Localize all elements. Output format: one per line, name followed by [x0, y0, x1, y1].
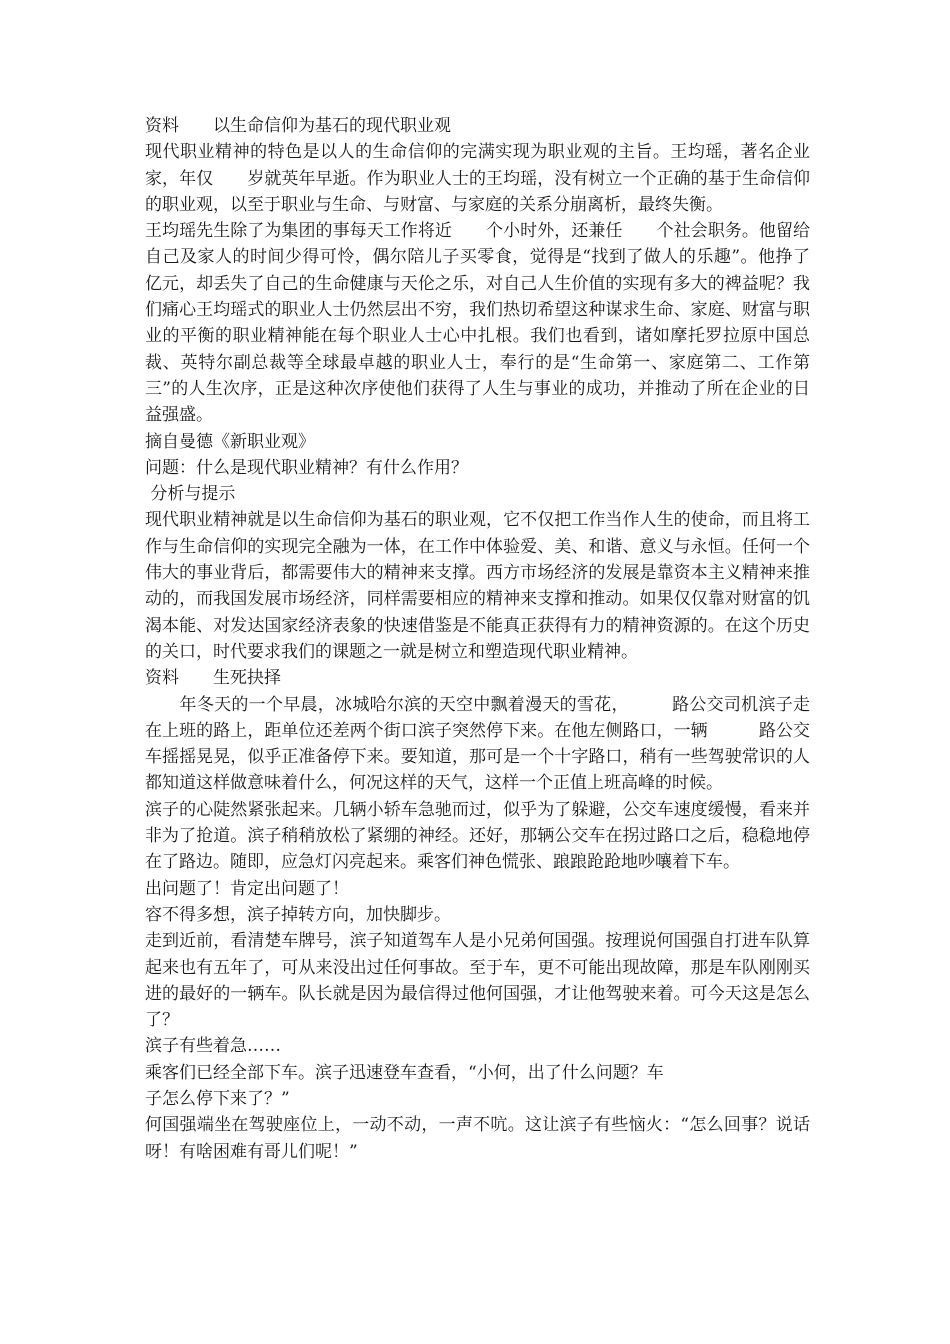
question-text: 问题：什么是现代职业精神？有什么作用？ [145, 457, 468, 478]
section2-paragraph-6: 滨子有些着急…… [145, 1036, 281, 1057]
section2-paragraph-4: 容不得多想，滨子掉转方向，加快脚步。 [145, 904, 451, 925]
section2-paragraph-1: 年冬天的一个早晨，冰城哈尔滨的天空中飘着漫天的雪花， 路公交司机滨子走在上班的路上，距单位还差两个街口滨子突然停下来。在他左侧路口，一辆 路公交车摇摇晃晃，似乎正准备停下来。要知道，那可是一个十字路口，稍有一些驾驶常识的人都知道这样做意味着什么，何况这样的天气，这样一个正值上班高峰的时候。 [145, 694, 810, 794]
document-body [145, 113, 844, 1165]
source-citation: 摘自曼德《新职业观》 [145, 431, 315, 452]
section2-paragraph-7: 乘客们已经全部下车。滨子迅速登车查看，“小何，出了什么问题？车 子怎么停下来了？” [145, 1062, 664, 1109]
analysis-heading: 分析与提示 [145, 484, 236, 505]
section2-paragraph-3: 出问题了！肯定出问题了！ [145, 878, 349, 899]
section1-paragraph-2: 王均瑶先生除了为集团的事每天工作将近 个小时外，还兼任 个社会职务。他留给自己及家人的时间少得可怜，偶尔陪儿子买零食，觉得是“找到了做人的乐趣”。他挣了 亿元，却丢失了自己的生命健康与天伦之乐，对自己人生价值的实现有多大的裨益呢？我们痛心王均瑶式的职业人士仍然层出不穷，我们热切希望这种谋求生命、家庭、财富与职业的平衡的职业精神能在每个职业人士心中扎根。我们也看到，诸如摩托罗拉原中国总裁、英特尔副总裁等全球最卓越的职业人士，奉行的是“生命第一、家庭第二、工作第三”的人生次序，正是这种次序使他们获得了人生与事业的成功，并推动了所在企业的日益强盛。 [145, 221, 844, 426]
section1-paragraph-1: 现代职业精神的特色是以人的生命信仰的完满实现为职业观的主旨。王均瑶，著名企业家，年仅 岁就英年早逝。作为职业人士的王均瑶，没有树立一个正确的基于生命信仰的职业观，以至于职业与生命、与财富、与家庭的关系分崩离析，最终失衡。 [145, 142, 810, 215]
section2-paragraph-8: 何国强端坐在驾驶座位上，一动不动，一声不吭。这让滨子有些恼火：“怎么回事？说话呀！有啥困难有哥儿们呢！” [145, 1115, 810, 1162]
section2-paragraph-5: 走到近前，看清楚车牌号，滨子知道驾车人是小兄弟何国强。按理说何国强自打进车队算起来也有五年了，可从来没出过任何事故。至于车，更不可能出现故障，那是车队刚刚买进的最好的一辆车。队长就是因为最信得过他何国强，才让他驾驶来着。可今天这是怎么了？ [145, 931, 810, 1031]
analysis-paragraph: 现代职业精神就是以生命信仰为基石的职业观，它不仅把工作当作人生的使命，而且将工作与生命信仰的实现完全融为一体，在工作中体验爱、美、和谐、意义与永恒。任何一个伟大的事业背后，都需要伟大的精神来支撑。西方市场经济的发展是靠资本主义精神来推动的，而我国发展市场经济，同样需要相应的精神来支撑和推动。如果仅仅靠对财富的饥渴本能、对发达国家经济表象的快速借鉴是不能真正获得有力的精神资源的。在这个历史的关口，时代要求我们的课题之一就是树立和塑造现代职业精神。 [145, 510, 810, 662]
section2-heading: 资料 生死抉择 [145, 668, 281, 689]
section1-heading: 资料 以生命信仰为基石的现代职业观 [145, 116, 451, 136]
section2-paragraph-2: 滨子的心陡然紧张起来。几辆小轿车急驰而过，似乎为了躲避，公交车速度缓慢，看来并非为了抢道。滨子稍稍放松了紧绷的神经。还好，那辆公交车在拐过路口之后，稳稳地停在了路边。随即，应急灯闪亮起来。乘客们神色慌张、踉踉跄跄地吵嚷着下车。 [145, 799, 810, 873]
